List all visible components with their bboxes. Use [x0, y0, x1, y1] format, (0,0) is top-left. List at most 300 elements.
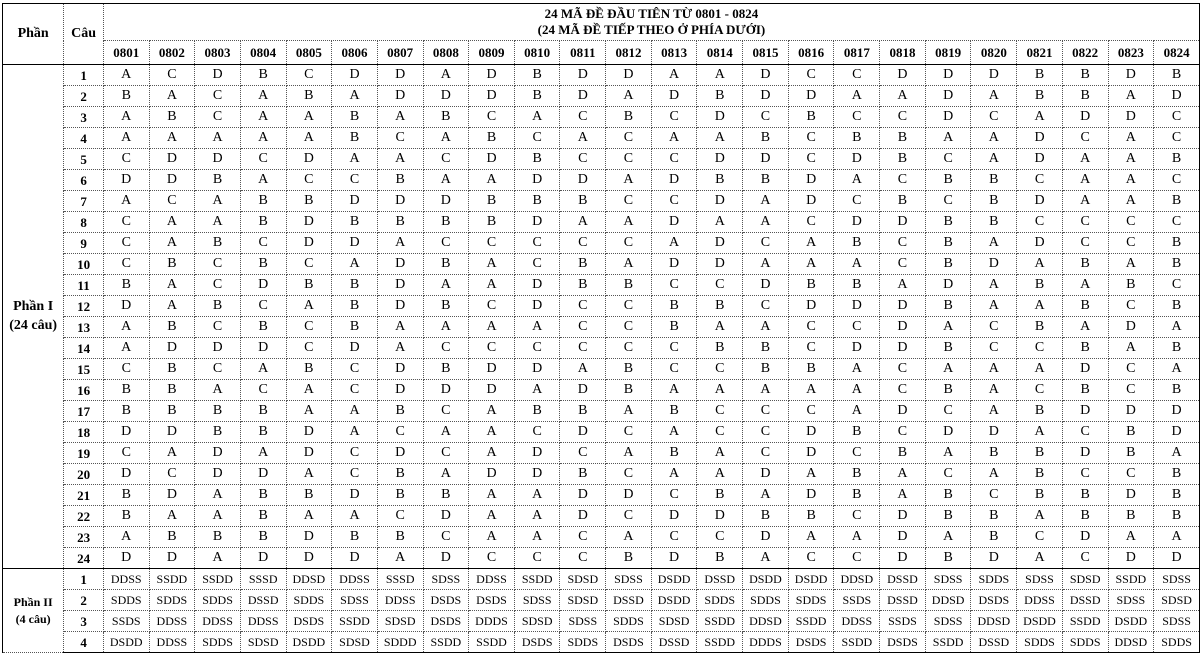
answer-row [3, 107, 1200, 128]
answer-cell: D [1154, 401, 1200, 422]
answer-cell: C [606, 149, 652, 170]
answer-cell: SSDD [834, 632, 880, 653]
answer-cell: D [880, 212, 926, 233]
answer-cell: D [240, 275, 286, 296]
answer-cell: DSDD [651, 590, 697, 611]
answer-cell: SDSD [1062, 569, 1108, 590]
answer-row [3, 86, 1200, 107]
answer-cell: B [651, 401, 697, 422]
answer-cell: D [1062, 359, 1108, 380]
answer-cell: D [377, 191, 423, 212]
answer-cell: D [1108, 317, 1154, 338]
answer-cell: D [1017, 233, 1063, 254]
answer-cell: SSDD [469, 632, 515, 653]
answer-cell: B [377, 170, 423, 191]
answer-cell: B [1154, 254, 1200, 275]
answer-cell: B [925, 212, 971, 233]
answer-cell: B [514, 149, 560, 170]
answer-cell: D [149, 338, 195, 359]
exam-code-header: 0801 [103, 41, 149, 65]
answer-cell: D [1108, 401, 1154, 422]
answer-cell: A [651, 464, 697, 485]
answer-cell: A [697, 464, 743, 485]
answer-cell: D [149, 485, 195, 506]
answer-cell: C [103, 233, 149, 254]
answer-cell: C [788, 149, 834, 170]
exam-code-header: 0821 [1017, 41, 1063, 65]
answer-cell: DSDD [286, 632, 332, 653]
answer-cell: A [103, 317, 149, 338]
answer-cell: C [149, 464, 195, 485]
answer-cell: SDSD [240, 632, 286, 653]
answer-cell: C [195, 107, 241, 128]
answer-cell: D [514, 359, 560, 380]
answer-cell: C [514, 233, 560, 254]
answer-cell: SSDS [880, 611, 926, 632]
answer-cell: SSDD [423, 632, 469, 653]
answer-cell: A [286, 128, 332, 149]
answer-cell: D [103, 170, 149, 191]
answer-cell: B [560, 191, 606, 212]
answer-row [3, 632, 1200, 653]
answer-cell: B [880, 443, 926, 464]
answer-cell: D [332, 233, 378, 254]
answer-cell: D [880, 506, 926, 527]
answer-cell: A [1108, 254, 1154, 275]
answer-cell: B [514, 65, 560, 86]
answer-cell: A [788, 254, 834, 275]
answer-cell: C [880, 422, 926, 443]
answer-cell: C [788, 548, 834, 569]
answer-cell: C [103, 149, 149, 170]
answer-row [3, 65, 1200, 86]
answer-cell: B [743, 338, 789, 359]
answer-cell: SDDS [1154, 632, 1200, 653]
answer-cell: A [149, 296, 195, 317]
answer-cell: C [560, 107, 606, 128]
answer-cell: C [103, 254, 149, 275]
answer-cell: D [240, 338, 286, 359]
answer-cell: A [1017, 422, 1063, 443]
answer-cell: C [651, 527, 697, 548]
answer-cell: B [697, 86, 743, 107]
answer-cell: D [651, 170, 697, 191]
answer-cell: D [286, 212, 332, 233]
answer-cell: A [377, 149, 423, 170]
answer-cell: A [971, 359, 1017, 380]
answer-cell: DDSS [149, 611, 195, 632]
answer-cell: A [423, 275, 469, 296]
answer-cell: D [240, 464, 286, 485]
answer-cell: DSDS [286, 611, 332, 632]
answer-cell: DDDS [743, 632, 789, 653]
answer-cell: D [286, 149, 332, 170]
answer-cell: DDSS [195, 611, 241, 632]
answer-cell: A [697, 65, 743, 86]
answer-cell: B [1017, 65, 1063, 86]
answer-cell: D [332, 191, 378, 212]
answer-cell: A [606, 170, 652, 191]
answer-cell: D [332, 65, 378, 86]
answer-cell: A [240, 359, 286, 380]
answer-cell: B [1154, 380, 1200, 401]
answer-cell: D [788, 422, 834, 443]
answer-cell: A [240, 170, 286, 191]
answer-cell: D [377, 254, 423, 275]
answer-cell: D [103, 422, 149, 443]
answer-cell: C [925, 149, 971, 170]
answer-cell: A [286, 107, 332, 128]
answer-cell: C [880, 107, 926, 128]
answer-cell: C [1017, 380, 1063, 401]
answer-cell: A [788, 233, 834, 254]
answer-cell: A [240, 443, 286, 464]
answer-cell: DSDD [788, 569, 834, 590]
answer-cell: C [788, 317, 834, 338]
answer-cell: D [195, 338, 241, 359]
answer-cell: A [743, 191, 789, 212]
answer-cell: C [880, 359, 926, 380]
answer-cell: SDSS [925, 569, 971, 590]
answer-cell: A [606, 86, 652, 107]
answer-cell: A [971, 296, 1017, 317]
answer-cell: C [834, 317, 880, 338]
answer-cell: A [149, 128, 195, 149]
answer-cell: C [880, 380, 926, 401]
answer-cell: B [1017, 317, 1063, 338]
answer-cell: DDSS [240, 611, 286, 632]
answer-cell: DSDD [743, 569, 789, 590]
exam-codes-row [3, 41, 1200, 65]
answer-cell: B [925, 338, 971, 359]
exam-code-header: 0809 [469, 41, 515, 65]
answer-cell: D [514, 443, 560, 464]
answer-cell: A [560, 359, 606, 380]
answer-cell: DSDS [469, 590, 515, 611]
answer-cell: SSDD [332, 611, 378, 632]
exam-code-header: 0803 [195, 41, 241, 65]
answer-cell: B [286, 275, 332, 296]
answer-cell: A [834, 380, 880, 401]
answer-cell: C [1062, 233, 1108, 254]
answer-cell: B [1154, 191, 1200, 212]
answer-cell: A [332, 401, 378, 422]
answer-cell: C [743, 233, 789, 254]
answer-cell: A [195, 380, 241, 401]
answer-cell: D [377, 275, 423, 296]
answer-cell: A [1108, 170, 1154, 191]
answer-cell: C [697, 422, 743, 443]
answer-cell: C [834, 548, 880, 569]
answer-cell: C [195, 359, 241, 380]
answer-cell: A [834, 527, 880, 548]
answer-cell: C [1062, 548, 1108, 569]
answer-cell: DDSS [377, 590, 423, 611]
answer-cell: B [240, 422, 286, 443]
answer-cell: D [697, 107, 743, 128]
exam-code-header: 0810 [514, 41, 560, 65]
answer-cell: D [149, 170, 195, 191]
answer-cell: DSDS [971, 590, 1017, 611]
answer-row [3, 254, 1200, 275]
answer-cell: D [286, 548, 332, 569]
answer-cell: B [1062, 380, 1108, 401]
question-number: 12 [64, 296, 104, 317]
title-row [3, 4, 1200, 41]
answer-cell: B [606, 275, 652, 296]
answer-cell: D [834, 212, 880, 233]
answer-cell: C [606, 128, 652, 149]
answer-cell: D [880, 338, 926, 359]
answer-cell: C [743, 422, 789, 443]
answer-cell: C [1017, 170, 1063, 191]
answer-row [3, 485, 1200, 506]
answer-cell: C [743, 107, 789, 128]
answer-cell: C [788, 338, 834, 359]
question-number: 4 [64, 632, 104, 653]
answer-cell: A [697, 317, 743, 338]
answer-cell: A [332, 254, 378, 275]
answer-cell: B [240, 527, 286, 548]
answer-cell: SSDD [925, 632, 971, 653]
answer-cell: D [1062, 443, 1108, 464]
answer-cell: B [925, 380, 971, 401]
answer-cell: B [1154, 149, 1200, 170]
answer-cell: A [925, 359, 971, 380]
answer-cell: B [149, 254, 195, 275]
answer-cell: A [195, 128, 241, 149]
answer-row [3, 590, 1200, 611]
answer-cell: B [971, 212, 1017, 233]
answer-cell: A [514, 380, 560, 401]
answer-cell: B [971, 170, 1017, 191]
answer-cell: C [1108, 296, 1154, 317]
answer-cell: B [423, 254, 469, 275]
answer-row [3, 359, 1200, 380]
section-label-count: (4 câu) [15, 611, 51, 626]
answer-cell: B [195, 233, 241, 254]
answer-cell: D [743, 65, 789, 86]
answer-cell: A [971, 380, 1017, 401]
answer-row [3, 296, 1200, 317]
answer-cell: SDDS [149, 590, 195, 611]
answer-cell: C [195, 317, 241, 338]
answer-cell: D [606, 485, 652, 506]
answer-cell: D [1154, 86, 1200, 107]
answer-cell: D [469, 149, 515, 170]
answer-cell: B [560, 464, 606, 485]
question-number: 10 [64, 254, 104, 275]
answer-cell: A [423, 317, 469, 338]
answer-cell: D [788, 296, 834, 317]
answer-cell: DDSS [332, 569, 378, 590]
answer-cell: B [377, 527, 423, 548]
question-number: 2 [64, 86, 104, 107]
answer-cell: B [788, 506, 834, 527]
answer-cell: C [1062, 212, 1108, 233]
answer-cell: A [514, 527, 560, 548]
answer-cell: A [606, 527, 652, 548]
answer-cell: D [880, 548, 926, 569]
answer-cell: DSDD [651, 569, 697, 590]
answer-cell: B [880, 128, 926, 149]
answer-cell: B [651, 296, 697, 317]
answer-cell: A [1062, 275, 1108, 296]
answer-cell: B [423, 359, 469, 380]
answer-cell: B [195, 296, 241, 317]
answer-cell: A [332, 422, 378, 443]
answer-cell: C [788, 128, 834, 149]
answer-cell: D [788, 191, 834, 212]
answer-cell: B [834, 233, 880, 254]
answer-cell: A [1154, 527, 1200, 548]
answer-cell: A [149, 233, 195, 254]
answer-cell: A [743, 548, 789, 569]
answer-cell: C [834, 65, 880, 86]
answer-cell: C [697, 275, 743, 296]
answer-cell: A [971, 86, 1017, 107]
title-line-2: (24 MÃ ĐỀ TIẾP THEO Ở PHÍA DƯỚI) [537, 22, 766, 37]
answer-cell: C [880, 170, 926, 191]
answer-cell: D [469, 359, 515, 380]
answer-cell: A [377, 233, 423, 254]
answer-cell: C [697, 359, 743, 380]
answer-cell: C [651, 275, 697, 296]
answer-cell: A [286, 380, 332, 401]
answer-cell: D [377, 296, 423, 317]
answer-cell: B [103, 485, 149, 506]
answer-cell: D [834, 149, 880, 170]
answer-cell: A [971, 233, 1017, 254]
answer-cell: D [925, 275, 971, 296]
answer-cell: B [788, 275, 834, 296]
answer-cell: SSDS [834, 590, 880, 611]
answer-cell: A [606, 254, 652, 275]
answer-cell: B [1017, 443, 1063, 464]
answer-cell: A [1108, 191, 1154, 212]
answer-cell: D [788, 485, 834, 506]
answer-cell: B [925, 548, 971, 569]
answer-cell: A [149, 86, 195, 107]
answer-cell: A [469, 317, 515, 338]
answer-cell: D [834, 296, 880, 317]
answer-cell: C [377, 128, 423, 149]
answer-cell: A [469, 254, 515, 275]
answer-row [3, 506, 1200, 527]
answer-cell: B [423, 107, 469, 128]
answer-cell: DSSD [651, 632, 697, 653]
answer-cell: A [880, 464, 926, 485]
answer-cell: A [103, 191, 149, 212]
question-number: 13 [64, 317, 104, 338]
answer-cell: DSDS [514, 632, 560, 653]
answer-cell: D [377, 443, 423, 464]
answer-cell: A [423, 65, 469, 86]
answer-cell: SSDD [1108, 569, 1154, 590]
answer-cell: D [651, 212, 697, 233]
answer-cell: SDDS [1017, 632, 1063, 653]
answer-cell: A [560, 128, 606, 149]
answer-cell: SDSD [560, 569, 606, 590]
answer-cell: D [377, 359, 423, 380]
answer-cell: A [834, 254, 880, 275]
answer-cell: A [103, 338, 149, 359]
answer-cell: C [743, 401, 789, 422]
answer-cell: C [606, 464, 652, 485]
answer-row [3, 191, 1200, 212]
answer-cell: A [743, 254, 789, 275]
answer-cell: C [332, 443, 378, 464]
answer-cell: SDDS [195, 632, 241, 653]
answer-cell: D [1017, 128, 1063, 149]
answer-cell: C [1017, 212, 1063, 233]
answer-row [3, 401, 1200, 422]
question-number: 4 [64, 128, 104, 149]
answer-row [3, 212, 1200, 233]
answer-cell: A [971, 149, 1017, 170]
answer-cell: A [469, 506, 515, 527]
answer-cell: B [697, 170, 743, 191]
answer-cell: B [332, 275, 378, 296]
answer-cell: A [697, 380, 743, 401]
answer-cell: B [697, 548, 743, 569]
answer-cell: C [240, 380, 286, 401]
answer-cell: D [925, 86, 971, 107]
answer-cell: D [195, 65, 241, 86]
answer-cell: A [286, 506, 332, 527]
answer-cell: B [514, 191, 560, 212]
answer-cell: B [880, 149, 926, 170]
answer-cell: B [1062, 254, 1108, 275]
answer-cell: B [925, 506, 971, 527]
answer-cell: D [514, 275, 560, 296]
answer-cell: D [286, 527, 332, 548]
answer-cell: A [651, 128, 697, 149]
answer-cell: A [925, 128, 971, 149]
answer-cell: D [560, 86, 606, 107]
answer-cell: A [423, 170, 469, 191]
exam-code-header: 0811 [560, 41, 606, 65]
answer-cell: A [149, 443, 195, 464]
answer-cell: SDSS [1154, 569, 1200, 590]
answer-cell: D [651, 506, 697, 527]
answer-cell: B [1154, 65, 1200, 86]
answer-cell: SDSS [1108, 590, 1154, 611]
answer-row [3, 275, 1200, 296]
answer-row [3, 443, 1200, 464]
answer-cell: D [286, 233, 332, 254]
answer-cell: B [103, 275, 149, 296]
answer-cell: A [1154, 317, 1200, 338]
answer-cell: SSDD [1062, 611, 1108, 632]
answer-cell: A [1108, 527, 1154, 548]
answer-cell: C [514, 548, 560, 569]
exam-code-header: 0804 [240, 41, 286, 65]
answer-cell: DDSD [971, 611, 1017, 632]
answer-cell: SDDS [1062, 632, 1108, 653]
exam-code-header: 0806 [332, 41, 378, 65]
answer-cell: D [971, 548, 1017, 569]
answer-cell: A [1062, 317, 1108, 338]
answer-cell: D [925, 422, 971, 443]
answer-cell: B [1062, 296, 1108, 317]
answer-cell: B [195, 401, 241, 422]
answer-cell: C [240, 296, 286, 317]
exam-code-header: 0813 [651, 41, 697, 65]
answer-cell: C [423, 233, 469, 254]
answer-cell: C [1108, 212, 1154, 233]
answer-cell: B [1154, 485, 1200, 506]
